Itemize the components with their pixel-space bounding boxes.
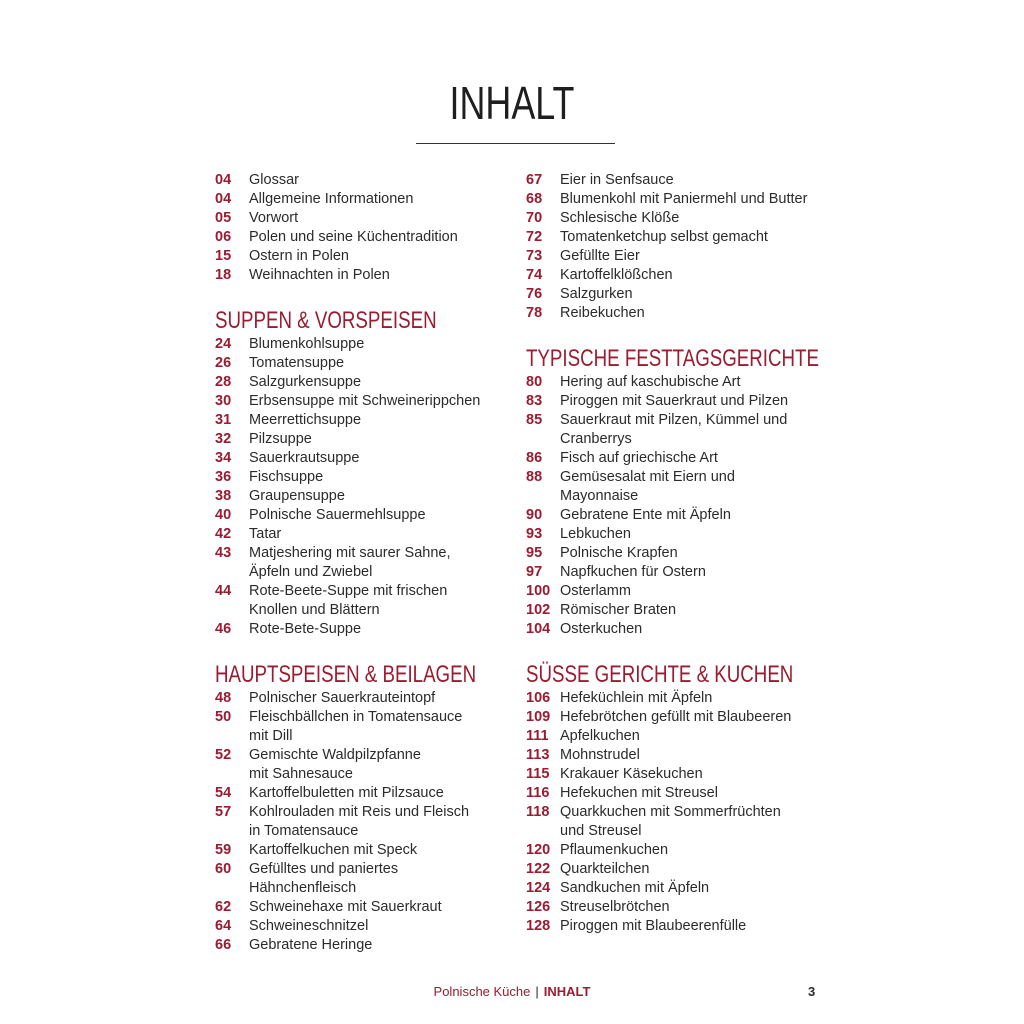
toc-entry-title: Quarkkuchen mit Sommerfrüchten und Streusel [560,804,781,839]
toc-entry [215,487,515,506]
toc-entry-page-number: 60 [215,861,232,877]
toc-entry [215,620,515,639]
toc-entry [526,727,826,746]
toc-entry-title: Rote-Bete-Suppe [249,621,362,637]
toc-entry-title: Sauerkraut mit Pilzen, Kümmel und Cranberrys [560,412,788,447]
toc-entry-title: Meerrettichsuppe [249,412,362,428]
toc-entry-page-number: 80 [526,374,543,390]
toc-entry-page-number: 06 [215,229,232,245]
toc-entry-page-number: 95 [526,545,543,561]
toc-entry-title: Römischer Braten [560,602,677,618]
toc-entry-page-number: 85 [526,412,543,428]
toc-entry-page-number: 68 [526,191,543,207]
toc-entry-list [215,689,515,955]
toc-entry-page-number: 124 [526,880,551,896]
toc-entry-title: Polnischer Sauerkrauteintopf [249,690,436,706]
toc-entry-title: Kartoffelbuletten mit Pilzsauce [249,785,444,801]
toc-entry [526,841,826,860]
toc-entry-title: Weihnachten in Polen [249,267,390,283]
toc-entry [215,708,515,746]
toc-entry [215,392,515,411]
toc-entry-title: Graupensuppe [249,488,345,504]
toc-entry-title: Gefülltes und paniertes Hähnchenfleisch [249,861,399,896]
toc-entry-title: Polnische Krapfen [560,545,678,561]
toc-entry-page-number: 04 [215,172,232,188]
toc-entry-page-number: 57 [215,804,232,820]
section-spacer [215,639,515,661]
toc-entry-page-number: 18 [215,267,232,283]
toc-entry-page-number: 54 [215,785,232,801]
toc-entry-page-number: 120 [526,842,551,858]
toc-entry-title: Rote-Beete-Suppe mit frischen Knollen und Blättern [249,583,448,618]
footer-section-title: INHALT [543,984,591,999]
toc-section [215,639,515,955]
section-spacer [526,323,826,345]
toc-entry [526,898,826,917]
toc-entry-title: Tomatenketchup selbst gemacht [560,229,768,245]
toc-entry [526,285,826,304]
toc-entry-page-number: 102 [526,602,551,618]
toc-entry [526,582,826,601]
toc-entry-title: Apfelkuchen [560,728,640,744]
toc-section [215,285,515,639]
toc-entry-list [526,373,826,639]
toc-entry [526,209,826,228]
toc-entry [215,525,515,544]
toc-entry-page-number: 118 [526,804,550,820]
footer-book-title: Polnische Küche [433,984,531,999]
page-number: 3 [808,984,816,999]
toc-entry [215,506,515,525]
toc-entry-list [215,335,515,639]
toc-entry-page-number: 30 [215,393,232,409]
toc-entry-page-number: 128 [526,918,551,934]
toc-entry-page-number: 40 [215,507,232,523]
toc-entry-title: Tatar [249,526,282,542]
toc-entry-page-number: 109 [526,709,551,725]
toc-entry-page-number: 113 [526,747,550,763]
section-heading: SUPPEN & VORSPEISEN [215,307,437,334]
toc-entry-title: Blumenkohl mit Paniermehl und Butter [560,191,808,207]
toc-entry-page-number: 122 [526,861,551,877]
toc-section [215,171,515,285]
toc-entry [215,209,515,228]
toc-entry-title: Polnische Sauermehlsuppe [249,507,426,523]
toc-entry [215,582,515,620]
toc-entry-title: Ostern in Polen [249,248,349,264]
toc-entry-page-number: 93 [526,526,543,542]
toc-entry-title: Lebkuchen [560,526,631,542]
toc-entry [526,563,826,582]
toc-entry-page-number: 66 [215,937,232,953]
section-heading: SÜSSE GERICHTE & KUCHEN [526,661,794,688]
toc-entry-page-number: 04 [215,191,232,207]
toc-entry [215,354,515,373]
toc-entry [215,544,515,582]
toc-entry [526,449,826,468]
toc-entry-page-number: 116 [526,785,550,801]
toc-entry [526,304,826,323]
toc-entry-page-number: 28 [215,374,232,390]
toc-entry [526,373,826,392]
toc-entry-title: Hefekuchen mit Streusel [560,785,718,801]
toc-entry-page-number: 126 [526,899,551,915]
toc-entry [215,449,515,468]
toc-entry-title: Polen und seine Küchentradition [249,229,458,245]
toc-entry-title: Piroggen mit Blaubeerenfülle [560,918,747,934]
toc-entry-page-number: 104 [526,621,551,637]
toc-entry-page-number: 36 [215,469,232,485]
toc-entry [215,898,515,917]
toc-entry-title: Eier in Senfsauce [560,172,674,188]
toc-entry-title: Gebratene Heringe [249,937,373,953]
toc-entry-page-number: 86 [526,450,543,466]
toc-entry [526,411,826,449]
toc-entry-page-number: 64 [215,918,232,934]
toc-entry [526,468,826,506]
toc-entry-page-number: 44 [215,583,232,599]
toc-entry-page-number: 74 [526,267,543,283]
toc-entry-title: Hering auf kaschubische Art [560,374,741,390]
toc-entry-title: Gemüsesalat mit Eiern und Mayonnaise [560,469,735,504]
toc-entry-page-number: 115 [526,766,550,782]
toc-entry-title: Hefebrötchen gefüllt mit Blaubeeren [560,709,792,725]
toc-entry-page-number: 15 [215,248,232,264]
toc-entry-page-number: 34 [215,450,232,466]
toc-entry [215,335,515,354]
toc-entry-title: Fisch auf griechische Art [560,450,718,466]
toc-entry-title: Krakauer Käsekuchen [560,766,703,782]
footer-separator: | [535,984,539,999]
toc-entry-title: Salzgurkensuppe [249,374,362,390]
toc-entry-list [215,171,515,285]
toc-entry [526,247,826,266]
toc-entry-page-number: 111 [526,728,549,744]
toc-entry-title: Schweinehaxe mit Sauerkraut [249,899,442,915]
toc-entry [215,746,515,784]
toc-entry [526,746,826,765]
toc-entry-title: Pilzsuppe [249,431,312,447]
toc-entry-title: Osterkuchen [560,621,643,637]
toc-entry-page-number: 83 [526,393,543,409]
toc-entry [215,689,515,708]
toc-entry-title: Fleischbällchen in Tomatensauce mit Dill [249,709,463,744]
toc-entry [215,841,515,860]
toc-entry-title: Vorwort [249,210,299,226]
toc-entry-title: Blumenkohlsuppe [249,336,365,352]
toc-entry-page-number: 76 [526,286,543,302]
toc-section [526,639,826,936]
toc-entry-page-number: 97 [526,564,543,580]
toc-entry-title: Kohlrouladen mit Reis und Fleisch in Tomatensauce [249,804,470,839]
toc-entry [215,190,515,209]
toc-entry [526,601,826,620]
toc-entry-title: Kartoffelklößchen [560,267,673,283]
toc-entry-page-number: 67 [526,172,543,188]
toc-entry [215,917,515,936]
toc-entry-page-number: 46 [215,621,232,637]
toc-entry [215,373,515,392]
toc-entry [526,392,826,411]
toc-entry-title: Gemischte Waldpilzpfanne mit Sahnesauce [249,747,421,782]
toc-entry-page-number: 42 [215,526,232,542]
toc-entry-title: Schweineschnitzel [249,918,369,934]
toc-entry-page-number: 88 [526,469,543,485]
toc-entry-title: Streuselbrötchen [560,899,670,915]
toc-entry-page-number: 48 [215,690,232,706]
toc-entry [215,266,515,285]
toc-entry [526,708,826,727]
toc-entry-page-number: 31 [215,412,232,428]
toc-entry-title: Napfkuchen für Ostern [560,564,706,580]
toc-entry-title: Sandkuchen mit Äpfeln [560,880,710,896]
toc-entry-title: Fischsuppe [249,469,324,485]
toc-entry-title: Quarkteilchen [560,861,650,877]
toc-entry-page-number: 52 [215,747,232,763]
toc-entry [526,190,826,209]
toc-entry-page-number: 38 [215,488,232,504]
toc-entry-title: Sauerkrautsuppe [249,450,360,466]
toc-entry-page-number: 73 [526,248,543,264]
toc-entry-title: Kartoffelkuchen mit Speck [249,842,418,858]
toc-entry-page-number: 106 [526,690,551,706]
toc-entry-title: Osterlamm [560,583,631,599]
toc-entry-list [526,689,826,936]
toc-entry-title: Matjeshering mit saurer Sahne, Äpfeln und Zwiebel [249,545,451,580]
toc-entry-title: Allgemeine Informationen [249,191,414,207]
toc-entry [215,247,515,266]
toc-entry-page-number: 70 [526,210,543,226]
toc-entry [215,468,515,487]
toc-entry-page-number: 24 [215,336,232,352]
toc-section [526,323,826,639]
toc-entry-page-number: 05 [215,210,232,226]
toc-entry-page-number: 62 [215,899,232,915]
title-divider [416,143,615,144]
toc-entry [526,506,826,525]
section-heading: HAUPTSPEISEN & BEILAGEN [215,661,477,688]
toc-entry [215,171,515,190]
toc-entry [526,803,826,841]
toc-section [526,171,826,323]
toc-entry-page-number: 59 [215,842,232,858]
toc-entry-page-number: 90 [526,507,543,523]
toc-entry [215,411,515,430]
toc-entry-title: Pflaumenkuchen [560,842,669,858]
toc-right-column [526,171,826,936]
toc-entry-page-number: 43 [215,545,232,561]
toc-entry-title: Hefeküchlein mit Äpfeln [560,690,713,706]
section-spacer [526,639,826,661]
toc-entry-title: Piroggen mit Sauerkraut und Pilzen [560,393,789,409]
section-heading: TYPISCHE FESTTAGSGERICHTE [526,345,819,372]
section-spacer [215,285,515,307]
toc-entry-title: Salzgurken [560,286,633,302]
toc-entry [526,544,826,563]
toc-entry [526,860,826,879]
toc-entry-page-number: 100 [526,583,551,599]
toc-entry-title: Tomatensuppe [249,355,345,371]
toc-entry [526,171,826,190]
footer [0,984,1024,999]
toc-entry [526,784,826,803]
toc-entry [526,917,826,936]
toc-entry-list [526,171,826,323]
toc-entry-title: Gebratene Ente mit Äpfeln [560,507,731,523]
toc-entry [215,936,515,955]
toc-entry [526,228,826,247]
toc-entry [215,430,515,449]
toc-entry-title: Gefüllte Eier [560,248,640,264]
toc-entry-page-number: 72 [526,229,543,245]
toc-entry [526,266,826,285]
toc-entry-title: Glossar [249,172,299,188]
toc-entry [215,784,515,803]
toc-entry [526,689,826,708]
toc-entry [215,228,515,247]
toc-entry [526,879,826,898]
toc-entry [215,860,515,898]
page-title: INHALT [449,77,575,129]
toc-entry-title: Erbsensuppe mit Schweinerippchen [249,393,481,409]
toc-entry-page-number: 78 [526,305,543,321]
toc-entry-title: Reibekuchen [560,305,645,321]
toc-entry-page-number: 32 [215,431,232,447]
toc-entry-title: Mohnstrudel [560,747,640,763]
toc-entry [526,765,826,784]
toc-entry-page-number: 26 [215,355,232,371]
toc-entry [526,620,826,639]
toc-entry-page-number: 50 [215,709,232,725]
toc-left-column [215,171,515,955]
toc-entry [215,803,515,841]
toc-entry-title: Schlesische Klöße [560,210,680,226]
toc-entry [526,525,826,544]
